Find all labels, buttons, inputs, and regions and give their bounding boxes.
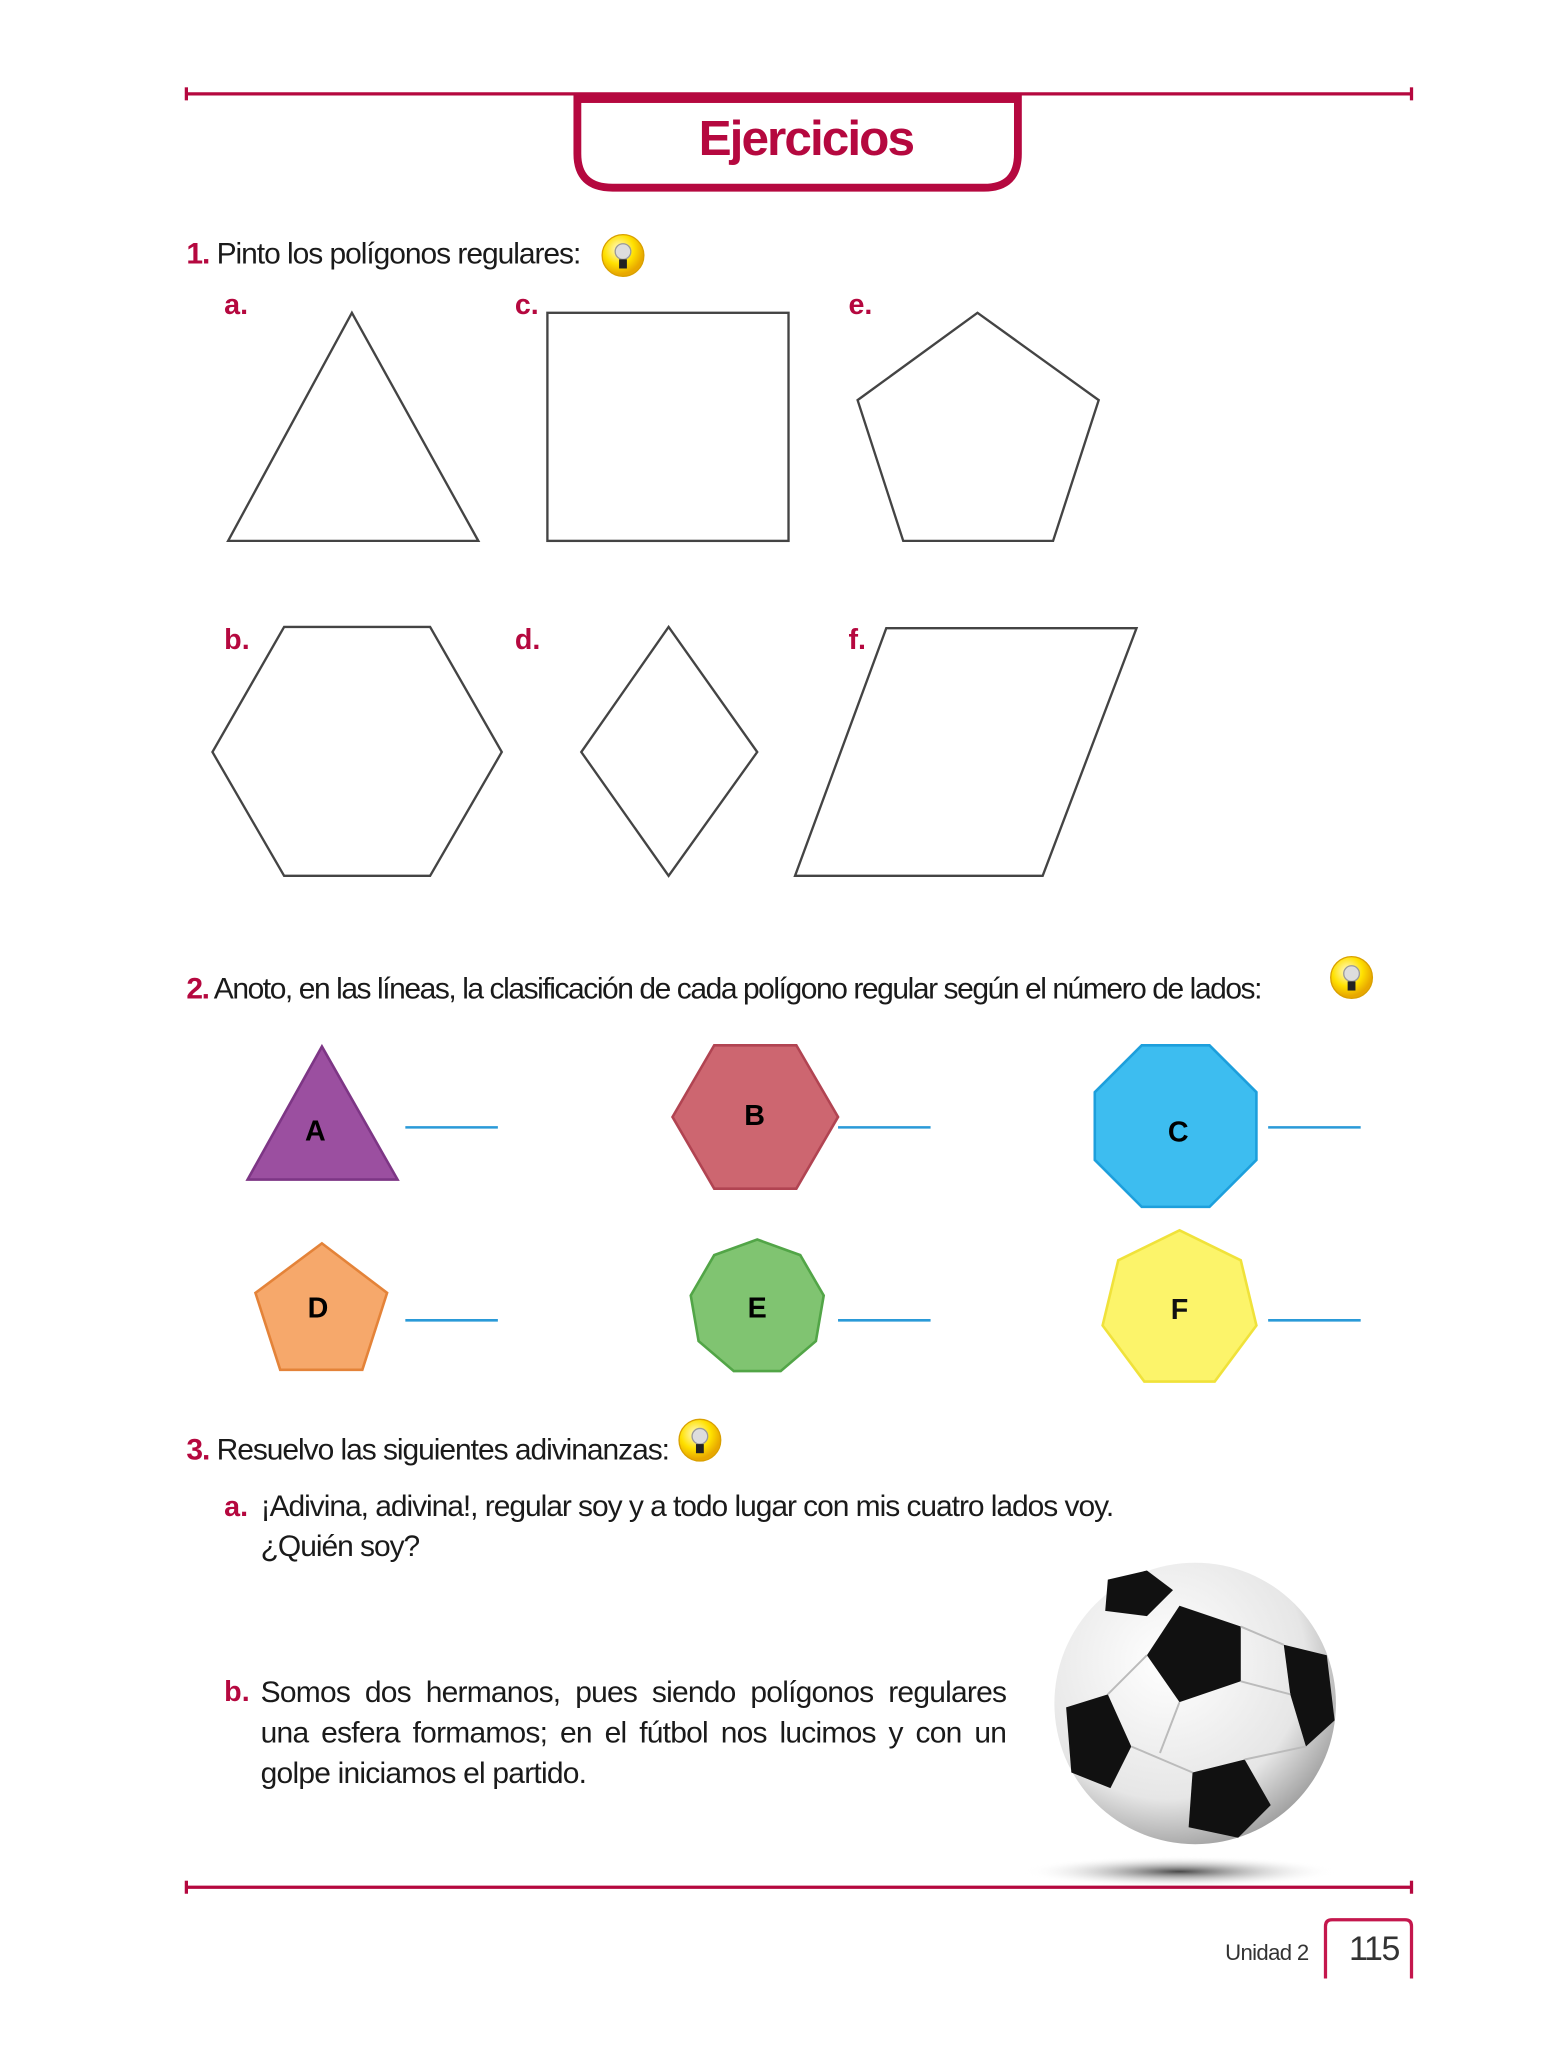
q1-label-f: f. bbox=[848, 622, 867, 656]
rhombus-d bbox=[581, 627, 757, 876]
riddle-b-text: Somos dos hermanos, pues siendo polígonos regulares una esfera formamos; en el fútbol nos lucimos y con un golpe iniciamos el partido. bbox=[260, 1674, 1007, 1790]
square-c bbox=[547, 313, 788, 541]
q3-number: 3. bbox=[186, 1432, 210, 1467]
shape-label-d: D bbox=[307, 1292, 329, 1325]
q1-number: 1. bbox=[186, 235, 210, 270]
q2-number: 2. bbox=[186, 970, 209, 1005]
page-number: 115 bbox=[1348, 1928, 1400, 1969]
q1-label-e: e. bbox=[848, 288, 873, 321]
unit-label: Unidad 2 bbox=[1225, 1940, 1309, 1966]
q1-text: Pinto los polígonos regulares: bbox=[216, 235, 581, 270]
riddle-a-line2: ¿Quién soy? bbox=[260, 1528, 420, 1563]
hexagon-b bbox=[212, 627, 501, 876]
q2-text: Anoto, en las líneas, la clasificación de cada polígono regular según el número de lados: bbox=[213, 970, 1262, 1005]
shape-label-f: F bbox=[1170, 1293, 1189, 1326]
q3-label-b: b. bbox=[224, 1674, 250, 1708]
lightbulb-icon bbox=[1329, 955, 1373, 999]
q3-text: Resuelvo las siguientes adivinanzas: bbox=[216, 1432, 669, 1467]
shape-label-c: C bbox=[1167, 1116, 1189, 1149]
q1-label-a: a. bbox=[224, 288, 249, 321]
ball-shadow bbox=[1023, 1856, 1336, 1887]
pentagon-e bbox=[858, 313, 1099, 541]
q1-label-b: b. bbox=[224, 622, 250, 656]
shape-label-b: B bbox=[744, 1099, 765, 1132]
q3-label-a: a. bbox=[224, 1489, 249, 1523]
parallelogram-f bbox=[795, 628, 1136, 876]
lightbulb-icon bbox=[601, 233, 645, 277]
shape-a-triangle bbox=[248, 1047, 398, 1180]
q1-label-c: c. bbox=[514, 288, 539, 321]
page-title: Ejercicios bbox=[698, 112, 914, 167]
q1-label-d: d. bbox=[514, 622, 541, 656]
soccer-ball-image bbox=[1054, 1563, 1336, 1845]
shape-label-a: A bbox=[305, 1115, 326, 1148]
lightbulb-icon bbox=[678, 1418, 722, 1462]
riddle-a-line1: ¡Adivina, adivina!, regular soy y a todo lugar con mis cuatro lados voy. bbox=[260, 1488, 1114, 1523]
triangle-a bbox=[228, 313, 478, 541]
shape-label-e: E bbox=[747, 1292, 767, 1325]
